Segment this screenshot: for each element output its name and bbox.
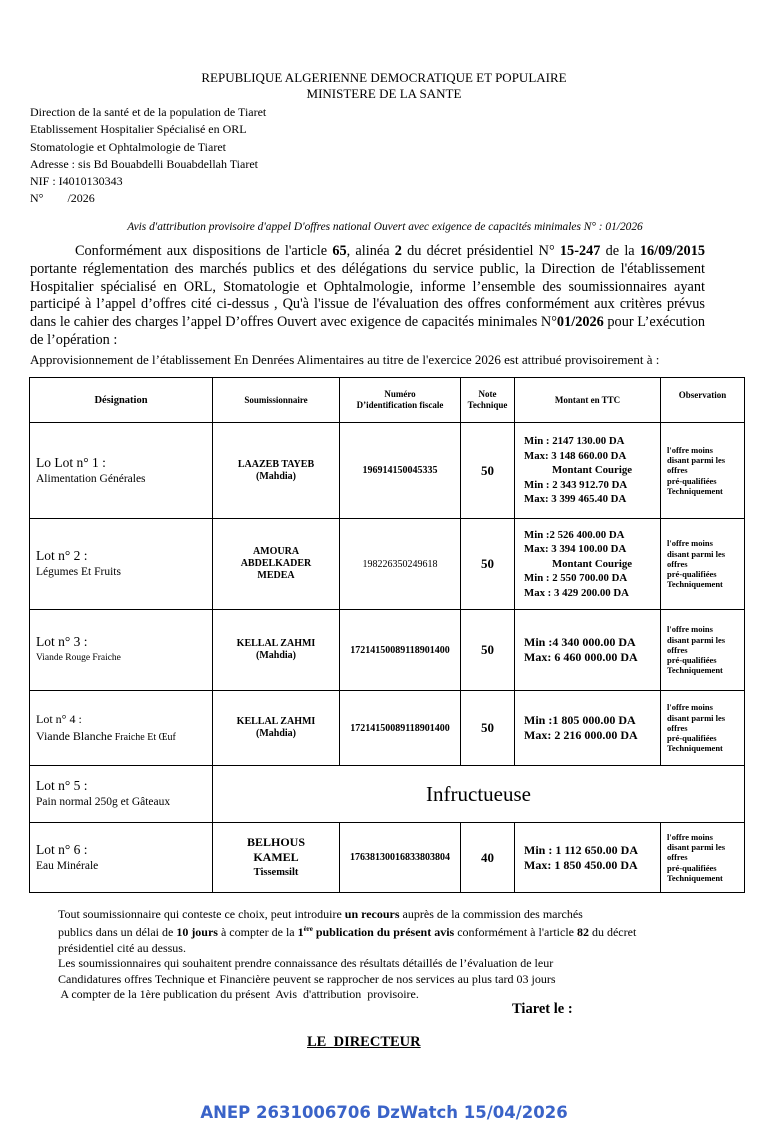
table-header-row [30, 378, 745, 423]
observation-cell: l'offre moins disant parmi les offres pré-qualifiées Techniquement [661, 823, 745, 893]
header-numero: Numéro D’identification fiscale [340, 378, 461, 423]
nif-cell: 198226350249618 [340, 519, 461, 610]
lot-designation: Lot n° 3 : Viande Rouge Fraiche [30, 610, 213, 691]
address-line-3: Stomatologie et Ophtalmologie de Tiaret [30, 139, 226, 154]
observation-cell: l'offre moins disant parmi les offres pré-qualifiées Techniquement [661, 691, 745, 766]
montant-cell: Min :4 340 000.00 DA Max: 6 460 000.00 DA [515, 610, 661, 691]
footer-notice: Tout soumissionnaire qui conteste ce choix, peut introduire un recours auprès de la commission des marchés publics dans un délai de 10 jours à compter de la 1ère publication du présent avis conformément à l'article 82 du décret présidentiel cité au dessus. Les soumissionnaires qui souhaitent prendre connaissance des résultats détaillés de l’évaluation de leur Candidatures offres Technique et Financière peuvent se rapprocher de nos services au plus tard 03 jours A compter de la 1ère publication du présent Avis d'attribution provisoire. [58, 907, 637, 1002]
note-cell: 50 [461, 519, 515, 610]
lot-designation: Lo Lot n° 1 : Alimentation Générales [30, 423, 213, 519]
nif-cell: 17214150089118901400 [340, 610, 461, 691]
header-designation: Désignation [30, 378, 213, 423]
montant-cell: Min : 1 112 650.00 DA Max: 1 850 450.00 DA [515, 823, 661, 893]
observation-cell: l'offre moins disant parmi les offres pré-qualifiées Techniquement [661, 610, 745, 691]
header-soumissionnaire: Soumissionnaire [213, 378, 340, 423]
approvisionnement-line: Approvisionnement de l’établissement En Denrées Alimentaires au titre de l'exercice 2026 est attribué provisoirement à : [30, 352, 660, 367]
avis-title: Avis d'attribution provisoire d'appel D'offres national Ouvert avec exigence de capacités minimales N° : 01/2026 [127, 221, 643, 233]
table-row [30, 823, 745, 893]
intro-paragraph: Conformément aux dispositions de l'article 65, alinéa 2 du décret présidentiel N° 15-247 de la 16/09/2015 portante réglementation des marchés publics et des délégations du service public, la Direction de l'établissement Hospitalier spécialisé en ORL, Stomatologie et Ophtalmologie, informe l’ensemble des soumissionnaires ayant participé à l’appel d’offres cité ci-dessus , Qu'à l'issue de l'évaluation des offres conformément aux critères prévus dans le cahier des charges l’appel D’offres Ouvert avec exigence de capacités minimales N°01/2026 pour L’exécution de l’opération : [30, 243, 705, 348]
soumissionnaire-cell: LAAZEB TAYEB (Mahdia) [213, 423, 340, 519]
lot-designation: Lot n° 6 : Eau Minérale [30, 823, 213, 893]
signature-title: LE DIRECTEUR [307, 1034, 421, 1050]
soumissionnaire-cell: KELLAL ZAHMI (Mahdia) [213, 610, 340, 691]
header-montant: Montant en TTC [515, 378, 661, 423]
signature-place: Tiaret le : [512, 1001, 573, 1017]
header-note: Note Technique [461, 378, 515, 423]
table-row [30, 766, 745, 823]
table-row [30, 423, 745, 519]
address-line-2: Etablissement Hospitalier Spécialisé en ORL [30, 122, 247, 137]
note-cell: 50 [461, 610, 515, 691]
note-cell: 50 [461, 691, 515, 766]
table-row [30, 691, 745, 766]
soumissionnaire-cell: BELHOUS KAMEL Tissemsilt [213, 823, 340, 893]
nif-cell: 196914150045335 [340, 423, 461, 519]
address-line-4: Adresse : sis Bd Bouabdelli Bouabdellah Tiaret [30, 156, 258, 171]
table-row [30, 610, 745, 691]
note-cell: 50 [461, 423, 515, 519]
ministry-title: MINISTERE DE LA SANTE [306, 86, 462, 101]
document-header [0, 70, 768, 102]
nif-cell: 17214150089118901400 [340, 691, 461, 766]
table-row [30, 519, 745, 610]
attribution-table [29, 377, 745, 893]
observation-cell: l'offre moins disant parmi les offres pré-qualifiées Techniquement [661, 423, 745, 519]
infructueuse-cell: Infructueuse [213, 766, 745, 823]
address-line-1: Direction de la santé et de la population de Tiaret [30, 105, 267, 119]
lot-designation: Lot n° 4 : Viande Blanche Fraiche Et Œuf [30, 691, 213, 766]
nif-line: NIF : I4010130343 [30, 174, 123, 189]
montant-cell: Min : 2147 130.00 DA Max: 3 148 660.00 DA Montant Courige Min : 2 343 912.70 DA Max: 3 399 465.40 DA [515, 423, 661, 519]
reference-number: N° /2026 [30, 191, 95, 206]
anep-reference: ANEP 2631006706 DzWatch 15/04/2026 [200, 1103, 568, 1122]
montant-cell: Min :1 805 000.00 DA Max: 2 216 000.00 DA [515, 691, 661, 766]
header-observation: Observation [661, 378, 745, 423]
lot-designation: Lot n° 2 : Légumes Et Fruits [30, 519, 213, 610]
soumissionnaire-cell: AMOURA ABDELKADER MEDEA [213, 519, 340, 610]
address-block [30, 104, 266, 208]
soumissionnaire-cell: KELLAL ZAHMI (Mahdia) [213, 691, 340, 766]
observation-cell: l'offre moins disant parmi les offres pré-qualifiées Techniquement [661, 519, 745, 610]
republic-title: REPUBLIQUE ALGERIENNE DEMOCRATIQUE ET POPULAIRE [201, 70, 567, 85]
nif-cell: 17638130016833803804 [340, 823, 461, 893]
note-cell: 40 [461, 823, 515, 893]
lot-designation: Lot n° 5 : Pain normal 250g et Gâteaux [30, 766, 213, 823]
montant-cell: Min :2 526 400.00 DA Max: 3 394 100.00 DA Montant Courige Min : 2 550 700.00 DA Max : 3 429 200.00 DA [515, 519, 661, 610]
